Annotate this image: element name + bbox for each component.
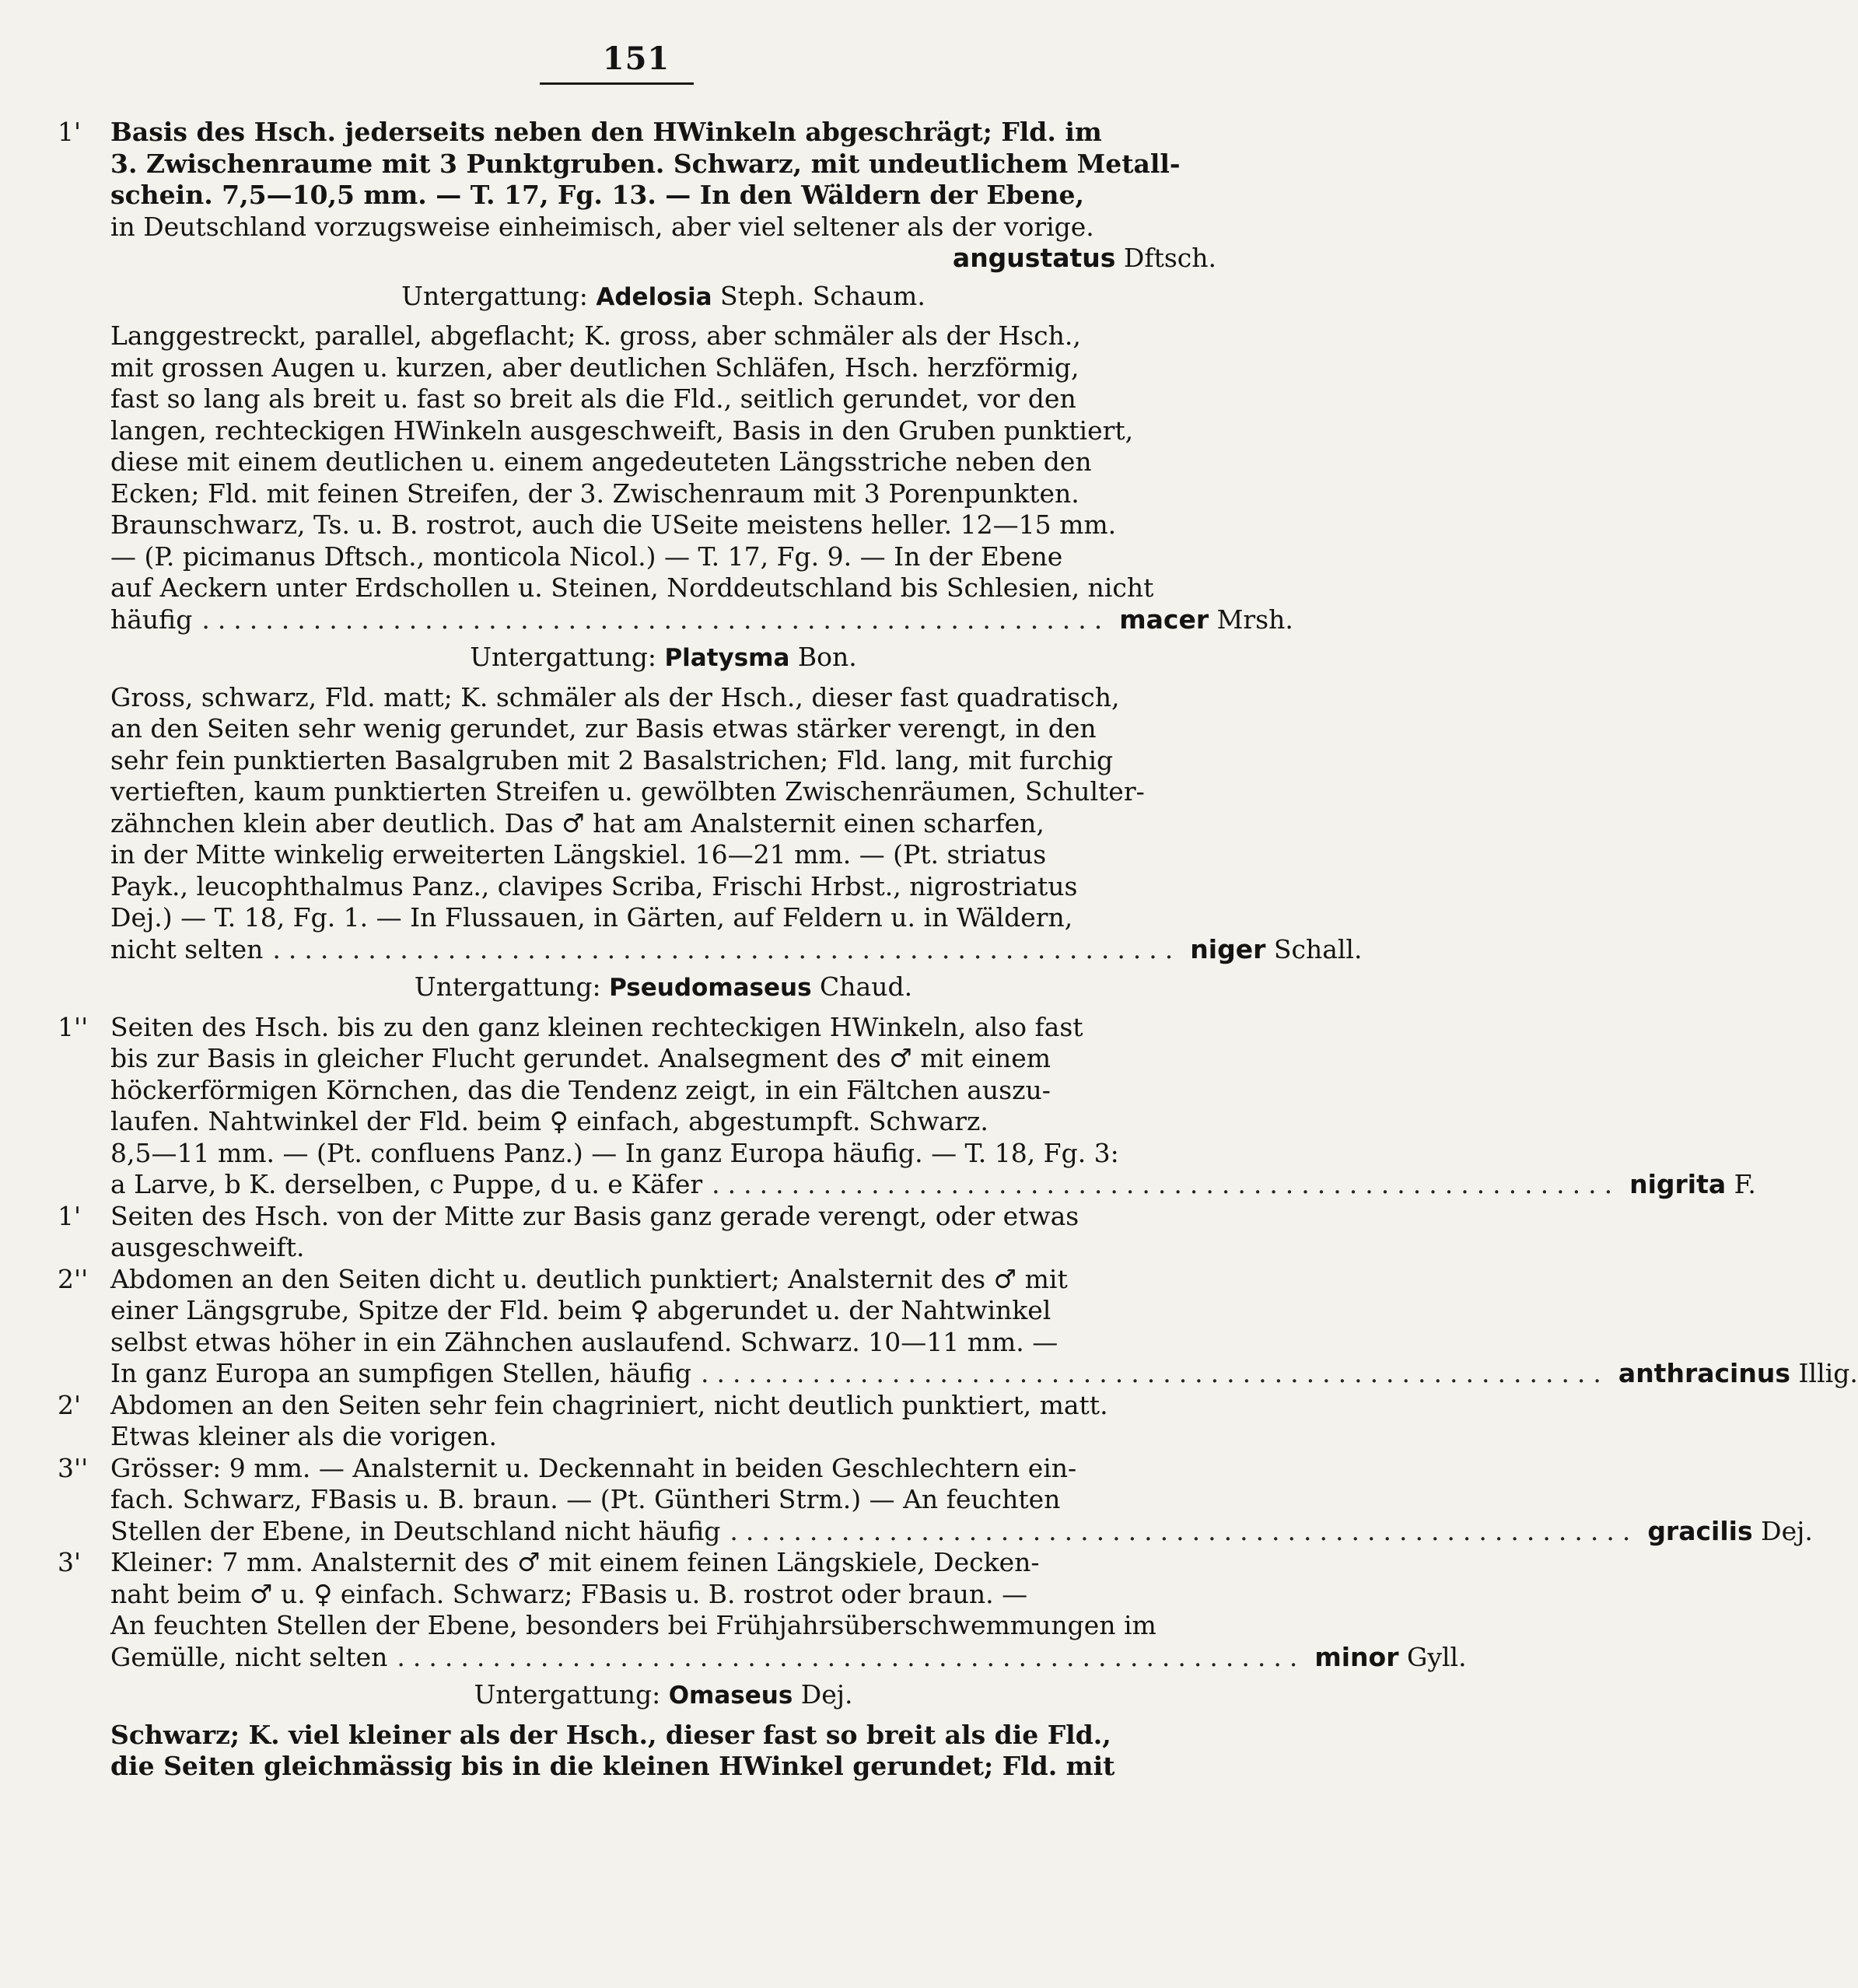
text-line: an den Seiten sehr wenig gerundet, zur Basis etwas stärker verengt, in den (110, 713, 1097, 744)
species-author: Mrsh. (1209, 604, 1293, 635)
text-line: Etwas kleiner als die vorigen. (110, 1421, 497, 1451)
text-line: selbst etwas höher in ein Zähnchen auslaufend. Schwarz. 10—11 mm. — (110, 1326, 1058, 1357)
text-line: vertieften, kaum punktierten Streifen u. gewölbten Zwischenräumen, Schulter- (110, 776, 1145, 807)
key-entry (58, 1547, 1467, 1673)
species-line (110, 1641, 1467, 1674)
page-number: 151 (602, 40, 670, 77)
species-name: angustatus (952, 243, 1116, 273)
text-line: Dej.) — T. 18, Fg. 1. — In Flussauen, in Gärten, auf Feldern u. in Wäldern, (110, 902, 1073, 933)
subgenus-prefix: Untergattung: (474, 1679, 669, 1710)
couplet-number: 1' (58, 117, 82, 147)
text-line: bis zur Basis in gleicher Flucht gerundet. Analsegment des ♂ mit einem (110, 1043, 1051, 1073)
species-name: niger (1190, 933, 1266, 964)
text-line: 8,5—11 mm. — (Pt. confluens Panz.) — In ganz Europa häufig. — T. 18, Fg. 3: (110, 1137, 1119, 1168)
subgenus-heading (58, 281, 1216, 313)
text-line: Payk., leucophthalmus Panz., clavipes Scriba, Frischi Hrbst., nigrostriatus (110, 870, 1078, 901)
couplet-number: 1'' (58, 1011, 89, 1042)
text-line: Ecken; Fld. mit feinen Streifen, der 3. Zwischenraum mit 3 Porenpunkten. (110, 478, 1079, 509)
key-entry (58, 1390, 1216, 1453)
text-line: langen, rechteckigen HWinkeln ausgeschweift, Basis in den Gruben punktiert, (110, 415, 1134, 446)
key-entry (58, 1452, 1813, 1548)
couplet-number: 2' (58, 1389, 82, 1420)
text-line: auf Aeckern unter Erdschollen u. Steinen, Norddeutschland bis Schlesien, nicht (110, 572, 1154, 603)
leader-dots: ......................................................... (701, 1358, 1609, 1388)
leader-dots: ......................................................... (201, 604, 1111, 635)
subgenus-name: Platysma (664, 644, 790, 672)
text-line: fach. Schwarz, FBasis u. B. braun. — (Pt. Güntheri Strm.) — An feuchten (110, 1484, 1061, 1514)
species-name-group (1314, 1642, 1466, 1674)
text-line: laufen. Nahtwinkel der Fld. beim ♀ einfach, abgestumpft. Schwarz. (110, 1106, 988, 1136)
species-name: nigrita (1629, 1169, 1727, 1199)
couplet-number: 1' (58, 1200, 82, 1231)
subgenus-author: Chaud. (811, 971, 913, 1002)
text-line: Schwarz; K. viel kleiner als der Hsch., dieser fast so breit als die Fld., (110, 1719, 1111, 1750)
text-line: Basis des Hsch. jederseits neben den HWinkeln abgeschrägt; Fld. im (110, 117, 1102, 147)
species-line (110, 1515, 1813, 1548)
key-entry (58, 1011, 1756, 1201)
couplet-number: 2'' (58, 1263, 89, 1294)
species-line-text: In ganz Europa an sumpfigen Stellen, häufig (110, 1358, 691, 1388)
subgenus-name: Omaseus (668, 1682, 793, 1710)
species-line (110, 1169, 1756, 1201)
species-name-group (1119, 604, 1293, 636)
species-author: Schall. (1265, 933, 1363, 964)
key-entry (58, 1201, 1216, 1264)
key-entry (58, 117, 1216, 275)
species-author: Dej. (1752, 1515, 1813, 1546)
text-line: Kleiner: 7 mm. Analsternit des ♂ mit einem feinen Längskiele, Decken- (110, 1547, 1040, 1577)
key-entry (58, 681, 1363, 966)
subgenus-author: Steph. Schaum. (712, 280, 926, 311)
text-line: Seiten des Hsch. bis zu den ganz kleinen rechteckigen HWinkeln, also fast (110, 1011, 1083, 1042)
text-line: fast so lang als breit u. fast so breit als die Fld., seitlich gerundet, vor den (110, 383, 1076, 414)
text-line: 3. Zwischenraume mit 3 Punktgruben. Schwarz, mit undeutlichem Metall- (110, 148, 1181, 179)
text-line: höckerförmigen Körnchen, das die Tendenz zeigt, in ein Fältchen auszu- (110, 1074, 1051, 1105)
text-line: schein. 7,5—10,5 mm. — T. 17, Fg. 13. — In den Wäldern der Ebene, (110, 180, 1084, 210)
subgenus-name: Adelosia (596, 282, 712, 311)
text-line: Abdomen an den Seiten sehr fein chagriniert, nicht deutlich punktiert, matt. (110, 1389, 1108, 1420)
species-name-group (1647, 1516, 1813, 1548)
key-entry (58, 320, 1293, 635)
species-line (110, 1358, 1858, 1390)
text-line: sehr fein punktierten Basalgruben mit 2 Basalstrichen; Fld. lang, mit furchig (110, 744, 1114, 775)
body-text (58, 117, 1858, 1783)
text-line: diese mit einem deutlichen u. einem angedeuteten Längsstriche neben den (110, 446, 1092, 477)
species-line-text: häufig (110, 604, 193, 635)
key-entry (58, 1263, 1858, 1390)
subgenus-heading (58, 971, 1216, 1004)
species-line-text: nicht selten (110, 933, 264, 964)
text-line: Langgestreckt, parallel, abgeflacht; K. gross, aber schmäler als der Hsch., (110, 320, 1081, 351)
text-line: einer Längsgrube, Spitze der Fld. beim ♀ abgerundet u. der Nahtwinkel (110, 1295, 1051, 1325)
text-line: in der Mitte winkelig erweiterten Längskiel. 16—21 mm. — (Pt. striatus (110, 839, 1047, 870)
leader-dots: ......................................................... (730, 1515, 1639, 1546)
species-name: anthracinus (1618, 1358, 1790, 1388)
couplet-number: 3' (58, 1547, 82, 1577)
species-author: Gyll. (1398, 1641, 1467, 1672)
leader-dots: ......................................................... (712, 1169, 1621, 1199)
species-line-text: Gemülle, nicht selten (110, 1641, 388, 1672)
species-name-group (1190, 934, 1362, 966)
text-line: An feuchten Stellen der Ebene, besonders bei Frühjahrsüberschwemmungen im (110, 1610, 1156, 1640)
text-line: Seiten des Hsch. von der Mitte zur Basis ganz gerade verengt, oder etwas (110, 1200, 1079, 1231)
text-line: naht beim ♂ u. ♀ einfach. Schwarz; FBasis u. B. rostrot oder braun. — (110, 1578, 1028, 1609)
species-name-group (1618, 1358, 1858, 1390)
couplet-number: 3'' (58, 1452, 89, 1483)
text-line: — (P. picimanus Dftsch., monticola Nicol.) — T. 17, Fg. 9. — In der Ebene (110, 541, 1063, 572)
species-line-text: Stellen der Ebene, in Deutschland nicht häufig (110, 1515, 721, 1546)
species-author: Dftsch. (1115, 243, 1216, 273)
species-line (110, 933, 1363, 966)
species-name: macer (1119, 604, 1209, 635)
subgenus-heading (58, 1679, 1216, 1712)
subgenus-author: Dej. (793, 1679, 853, 1710)
subgenus-prefix: Untergattung: (414, 971, 610, 1002)
subgenus-prefix: Untergattung: (470, 642, 665, 672)
species-name-group (1629, 1169, 1756, 1201)
text-line: in Deutschland vorzugsweise einheimisch, aber viel seltener als der vorige. (110, 211, 1094, 242)
species-author: Illig. (1790, 1358, 1858, 1388)
species-author: F. (1726, 1169, 1756, 1199)
leader-dots: ......................................................... (272, 933, 1181, 964)
text-line: zähnchen klein aber deutlich. Das ♂ hat am Analsternit einen scharfen, (110, 807, 1044, 838)
species-line-text: a Larve, b K. derselben, c Puppe, d u. e Käfer (110, 1169, 703, 1199)
key-entry (58, 1720, 1216, 1783)
text-line: die Seiten gleichmässig bis in die kleinen HWinkel gerundet; Fld. mit (110, 1751, 1115, 1781)
species-line (110, 604, 1293, 636)
subgenus-name: Pseudomaseus (609, 974, 812, 1002)
species-name: gracilis (1647, 1515, 1753, 1546)
species-name: minor (1314, 1641, 1399, 1672)
subgenus-author: Bon. (789, 642, 857, 672)
text-line: Grösser: 9 mm. — Analsternit u. Deckennaht in beiden Geschlechtern ein- (110, 1452, 1077, 1483)
subgenus-heading (58, 642, 1216, 674)
subgenus-prefix: Untergattung: (401, 280, 597, 311)
text-line: mit grossen Augen u. kurzen, aber deutlichen Schläfen, Hsch. herzförmig, (110, 352, 1079, 383)
page-number-rule (540, 82, 694, 85)
text-line: ausgeschweift. (110, 1232, 305, 1262)
leader-dots: ......................................................... (397, 1641, 1306, 1672)
text-line: Gross, schwarz, Fld. matt; K. schmäler als der Hsch., dieser fast quadratisch, (110, 681, 1120, 712)
species-line (110, 243, 1216, 275)
text-line: Braunschwarz, Ts. u. B. rostrot, auch die USeite meistens heller. 12—15 mm. (110, 509, 1117, 540)
text-line: Abdomen an den Seiten dicht u. deutlich punktiert; Analsternit des ♂ mit (110, 1263, 1068, 1294)
